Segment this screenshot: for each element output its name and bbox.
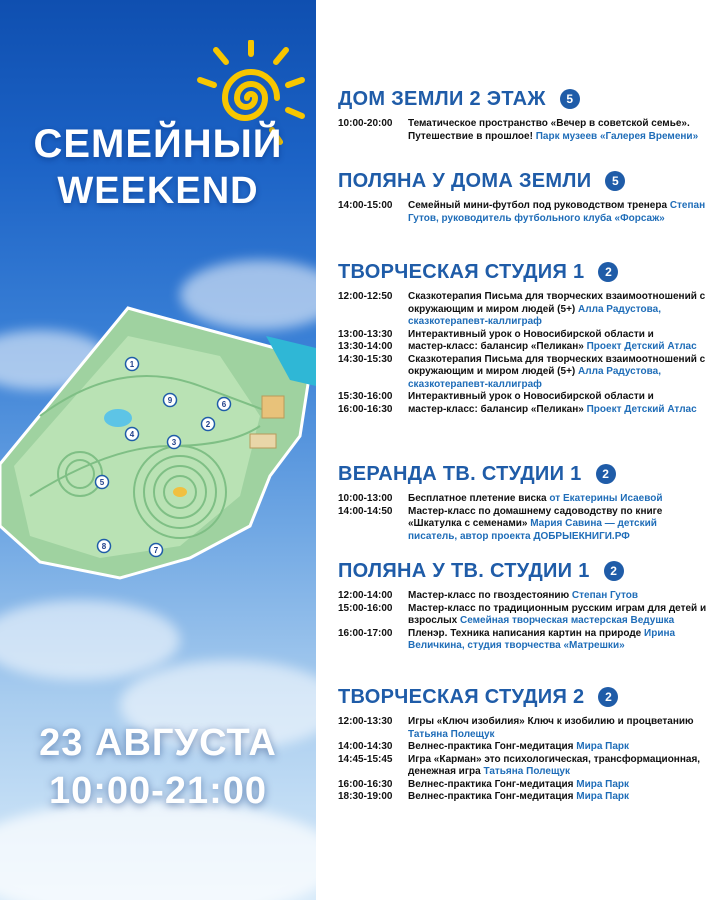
poster-title-line1: СЕМЕЙНЫЙ xyxy=(33,122,283,166)
svg-text:7: 7 xyxy=(153,546,159,555)
activity-text: Сказкотерапия Письма для творческих взаимоотношений с окружающим и миром людей (5+) xyxy=(408,353,706,377)
schedule-time: 13:00-13:30 xyxy=(338,328,393,340)
schedule-description xyxy=(408,779,708,792)
schedule-description xyxy=(408,341,708,354)
schedule-panel xyxy=(316,0,720,900)
location-badge: 5 xyxy=(560,89,580,109)
section-dom-zemli-2 xyxy=(338,86,708,143)
activity-text: мастер-класс: балансир «Пеликан» xyxy=(408,341,584,352)
map-marker xyxy=(150,544,163,557)
section-title: ВЕРАНДА ТВ. СТУДИИ 1 xyxy=(338,462,582,485)
svg-text:5: 5 xyxy=(99,478,105,487)
host-name: Степан Гутов, руководитель футбольного клуба «Форсаж» xyxy=(408,200,706,224)
activity-text: Игры «Ключ изобилия» Ключ к изобилию и процветанию xyxy=(408,716,694,727)
schedule-row xyxy=(338,716,708,741)
schedule-time: 12:00-14:00 xyxy=(338,590,393,601)
activity-text: Семейный мини-футбол под руководством тренера xyxy=(408,200,668,211)
section-tv-studio-1 xyxy=(338,259,708,416)
schedule-time: 14:30-15:30 xyxy=(338,353,393,365)
svg-text:1: 1 xyxy=(129,360,135,369)
map-marker xyxy=(98,540,111,553)
section-veranda-tv-studio-1 xyxy=(338,461,708,543)
svg-text:8: 8 xyxy=(101,542,107,551)
section-title: ПОЛЯНА У ТВ. СТУДИИ 1 xyxy=(338,559,590,582)
host-name: Татьяна Полещук xyxy=(408,728,495,740)
schedule-time: 16:00-16:30 xyxy=(338,403,393,415)
park-map xyxy=(0,296,316,588)
svg-text:6: 6 xyxy=(221,400,227,409)
schedule-row xyxy=(338,200,708,225)
host-name: Проект Детский Атлас xyxy=(586,341,697,352)
schedule-description xyxy=(408,590,708,603)
host-name: от Екатерины Исаевой xyxy=(549,493,663,504)
activity-text: Велнес-практика Гонг-медитация xyxy=(408,741,574,752)
schedule-time: 12:00-13:30 xyxy=(338,716,393,727)
location-badge: 2 xyxy=(604,561,624,581)
section-title: ТВОРЧЕСКАЯ СТУДИЯ 1 xyxy=(338,260,585,283)
svg-text:4: 4 xyxy=(129,430,135,439)
svg-text:2: 2 xyxy=(205,420,211,429)
host-name: Семейная творческая мастерская Ведушка xyxy=(460,615,675,626)
section-title: ТВОРЧЕСКАЯ СТУДИЯ 2 xyxy=(338,685,585,708)
activity-text: Игра «Карман» это психологическая, трансформационная, денежная игра xyxy=(408,753,701,777)
schedule-description xyxy=(408,493,708,506)
location-badge: 2 xyxy=(596,464,616,484)
host-name: Парк музеев «Галерея Времени» xyxy=(535,130,699,142)
schedule-row xyxy=(338,291,708,329)
activity-text: Тематическое пространство «Вечер в советской семье». Путешествие в прошлое! xyxy=(408,118,690,142)
schedule-description xyxy=(408,200,708,225)
svg-text:3: 3 xyxy=(171,438,177,447)
section-title: ДОМ ЗЕМЛИ 2 ЭТАЖ xyxy=(338,87,546,110)
host-name: Татьяна Полещук xyxy=(483,766,570,777)
schedule-time: 14:45-15:45 xyxy=(338,753,393,765)
activity-text: Мастер-класс по домашнему садоводству по книге «Шкатулка с семенами» xyxy=(408,505,663,529)
schedule-time: 16:00-17:00 xyxy=(338,627,393,639)
map-marker xyxy=(202,418,215,431)
map-marker xyxy=(164,394,177,407)
location-badge: 2 xyxy=(598,262,618,282)
activity-text: Сказкотерапия Письма для творческих взаимоотношений с окружающим и миром людей (5+) xyxy=(408,291,706,315)
section-polyana-tv-studio-1 xyxy=(338,558,708,653)
host-name: Мира Парк xyxy=(576,741,630,752)
host-name: Мира Парк xyxy=(576,778,630,790)
schedule-time: 14:00-15:00 xyxy=(338,200,393,211)
schedule-row xyxy=(338,603,708,628)
cloud xyxy=(0,600,180,680)
map-marker xyxy=(218,398,231,411)
schedule-time: 15:30-16:00 xyxy=(338,391,393,402)
schedule-time: 18:30-19:00 xyxy=(338,791,393,802)
section-polyana-dom-zemli xyxy=(338,168,708,225)
host-name: Степан Гутов xyxy=(571,590,638,601)
schedule-time: 15:00-16:00 xyxy=(338,602,393,614)
activity-text: Интерактивный урок о Новосибирской области и xyxy=(408,328,654,340)
location-badge: 5 xyxy=(605,171,625,191)
schedule-row xyxy=(338,754,708,779)
schedule-row xyxy=(338,628,708,653)
schedule-description xyxy=(408,506,708,544)
map-marker xyxy=(168,436,181,449)
activity-text: Мастер-класс по гвоздестоянию xyxy=(408,590,570,601)
section-title: ПОЛЯНА У ДОМА ЗЕМЛИ xyxy=(338,169,592,192)
location-badge: 2 xyxy=(598,687,618,707)
event-hours: 10:00-21:00 xyxy=(48,770,268,812)
poster-title-line2: WEEKEND xyxy=(57,170,259,212)
schedule-description xyxy=(408,716,708,741)
schedule-row xyxy=(338,506,708,544)
schedule-time: 14:00-14:30 xyxy=(338,741,393,752)
schedule-time: 16:00-16:30 xyxy=(338,778,393,790)
activity-text: Бесплатное плетение виска xyxy=(408,493,547,504)
schedule-description xyxy=(408,404,708,417)
poster-left-panel xyxy=(0,0,316,900)
section-tv-studio-2 xyxy=(338,684,708,804)
schedule-row xyxy=(338,741,708,754)
schedule-description xyxy=(408,291,708,329)
host-name: Ирина Величкина, студия творчества «Матрешки» xyxy=(408,627,676,651)
schedule-description xyxy=(408,603,708,628)
schedule-description xyxy=(408,329,708,342)
schedule-row xyxy=(338,791,708,804)
activity-text: Пленэр. Техника написания картин на природе xyxy=(408,627,642,639)
map-marker xyxy=(126,358,139,371)
schedule-time: 12:00-12:50 xyxy=(338,291,393,302)
schedule-description xyxy=(408,628,708,653)
schedule-time: 14:00-14:50 xyxy=(338,505,393,517)
schedule-description xyxy=(408,791,708,804)
map-marker xyxy=(96,476,109,489)
host-name: Алла Радустова, сказкотерапевт-каллиграф xyxy=(408,366,661,390)
activity-text: Велнес-практика Гонг-медитация xyxy=(408,778,574,790)
host-name: Проект Детский Атлас xyxy=(586,403,697,415)
host-name: Мира Парк xyxy=(576,791,630,802)
schedule-description xyxy=(408,354,708,392)
schedule-row xyxy=(338,404,708,417)
host-name: Алла Радустова, сказкотерапевт-каллиграф xyxy=(408,303,661,327)
activity-text: мастер-класс: балансир «Пеликан» xyxy=(408,403,584,415)
cloud xyxy=(0,800,316,900)
schedule-time: 10:00-13:00 xyxy=(338,493,393,504)
map-marker xyxy=(126,428,139,441)
schedule-description xyxy=(408,741,708,754)
schedule-row xyxy=(338,493,708,506)
schedule-row xyxy=(338,590,708,603)
schedule-row xyxy=(338,329,708,342)
schedule-row xyxy=(338,391,708,404)
activity-text: Велнес-практика Гонг-медитация xyxy=(408,791,574,802)
schedule-description xyxy=(408,118,708,143)
event-date: 23 АВГУСТА xyxy=(39,722,277,764)
host-name: Мария Савина — детский писатель, автор проекта ДОБРЫЕКНИГИ.РФ xyxy=(408,518,657,542)
schedule-description xyxy=(408,391,708,404)
svg-text:9: 9 xyxy=(167,396,173,405)
schedule-row xyxy=(338,341,708,354)
schedule-time: 13:30-14:00 xyxy=(338,341,393,352)
activity-text: Мастер-класс по традиционным русским играм для детей и взрослых xyxy=(408,602,707,626)
activity-text: Интерактивный урок о Новосибирской области и xyxy=(408,391,654,402)
schedule-row xyxy=(338,354,708,392)
schedule-row xyxy=(338,118,708,143)
schedule-description xyxy=(408,754,708,779)
schedule-row xyxy=(338,779,708,792)
schedule-time: 10:00-20:00 xyxy=(338,118,393,129)
